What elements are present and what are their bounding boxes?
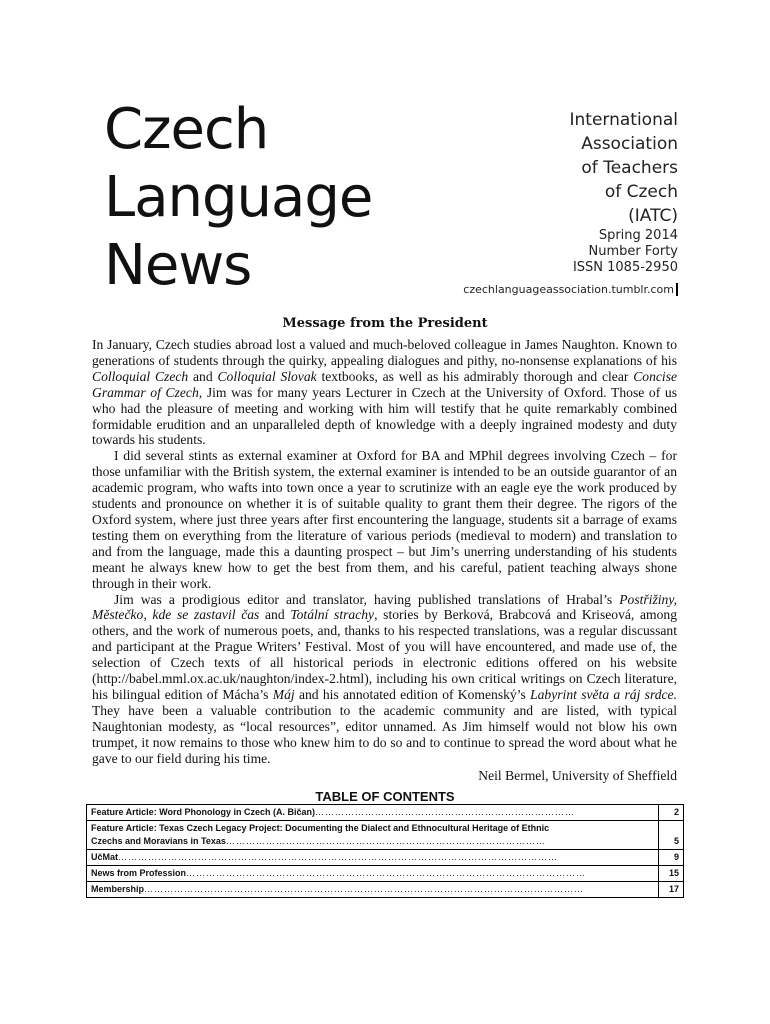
issue-season: Spring 2014	[598, 228, 678, 243]
title-line-2: Language	[104, 165, 373, 230]
website-url: czechlanguageassociation.tumblr.com	[463, 283, 678, 296]
newsletter-title	[104, 96, 372, 300]
toc-row[interactable]: News from Profession………………………………………………………………………………………………………… 15	[87, 866, 684, 882]
org-line-5: (IATC)	[628, 206, 678, 226]
title-line-3: News	[104, 233, 252, 298]
table-of-contents	[86, 804, 684, 898]
toc-row[interactable]: Feature Article: Texas Czech Legacy Project: Documenting the Dialect and Ethnocultural Heritage of Ethnic Czechs and Moravians in Texas…………………………………………………………………………………… 5	[87, 821, 684, 850]
title-line-1: Czech	[104, 97, 269, 162]
toc-page: 5	[659, 821, 684, 850]
paragraph-1: In January, Czech studies abroad lost a valued and much-beloved colleague in James Naughton. Known to generations of students through the quirky, appealing dialogues and pithy, no-nonsense explanations of his Colloquial Czech and Colloquial Slovak textbooks, as well as his admirably thorough and clear Concise Grammar of Czech, Jim was for many years Lecturer in Czech at the University of Oxford. Those of us who had the pleasure of meeting and working with him will testify that he quite remarkably combined formidable erudition and an unparalleled depth of knowledge with a deeply ingrained modesty and duty towards his students.	[92, 337, 678, 448]
org-line-3: of Teachers	[581, 158, 678, 178]
org-line-4: of Czech	[604, 182, 678, 202]
signature: Neil Bermel, University of Sheffield	[478, 768, 677, 784]
paragraph-3: Jim was a prodigious editor and translator, having published translations of Hrabal’s Postřižiny, Městečko, kde se zastavil čas and Totální strachy, stories by Berková, Brabcová and Kriseová, among others, and the work of numerous poets, and, thanks to his respected translations, was a regular discussant and participant at the Prague Writers’ Festival. Most of you will have encountered, and made use of, the selection of Czech texts of all historical periods in electronic editions offered on his website (http://babel.mml.ox.ac.uk/naughton/index-2.html), including his own critical writings on Czech literature, his bilingual edition of Mácha’s Máj and his annotated edition of Komenský’s Labyrint světa a ráj srdce. They have been a valuable contribution to the academic community and are listed, with typical Naughtonian modesty, as “local resources”, editor unnamed. As Jim himself would not blow his own trumpet, it now remains to those who knew him to do so and to continue to spread the word about what he gave to our field during his time.	[92, 591, 677, 766]
org-line-1: International	[569, 110, 678, 130]
message-title: Message from the President	[282, 316, 488, 331]
toc-row[interactable]: UčMat…………………………………………………………………………………………………………………… 9	[87, 850, 684, 866]
toc-page: 2	[659, 805, 684, 821]
toc-title: TABLE OF CONTENTS	[315, 789, 455, 804]
president-message	[92, 337, 677, 784]
toc-page: 17	[659, 882, 684, 898]
org-line-2: Association	[581, 134, 678, 154]
issue-number: Number Forty	[588, 244, 678, 259]
toc-page: 9	[659, 850, 684, 866]
masthead-info	[463, 108, 678, 300]
toc-row[interactable]: Feature Article: Word Phonology in Czech (A. Bičan)…………………………………………………………………… 2	[87, 805, 684, 821]
issn: ISSN 1085-2950	[572, 260, 678, 275]
toc-row[interactable]: Membership…………………………………………………………………………………………………………………… 17	[87, 882, 684, 898]
paragraph-2: I did several stints as external examiner at Oxford for BA and MPhil degrees involving Czech – for those unfamiliar with the British system, the external examiner is intended to be an outside guarantor of an academic program, who wafts into town once a year to scrutinize with an eagle eye the work produced by students and pronounce on whether it is of suitable quality to grant them their degree. The rigors of the Oxford system, where just three years after first encountering the language, students sit a barrage of exams testing them on everything from the literature of various periods (medieval to modern) and translation to and from the language, made this a daunting prospect – but Jim’s unerring understanding of his students meant he always knew how to get the best from them, and his careful, patient teaching always shone through in their work.	[92, 448, 677, 591]
toc-page: 15	[659, 866, 684, 882]
